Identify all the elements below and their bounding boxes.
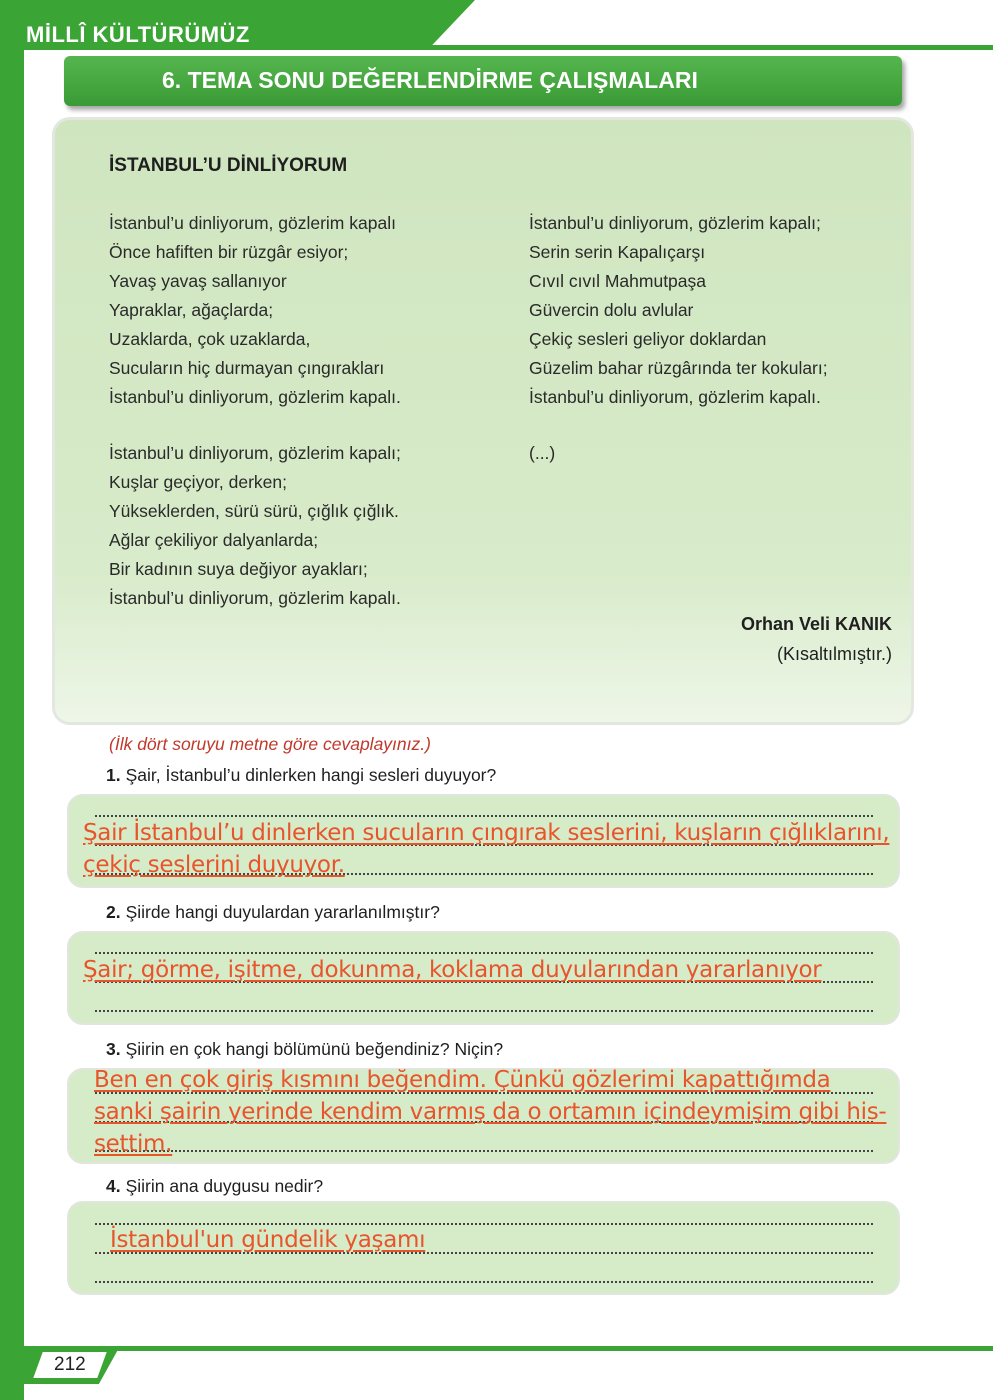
question-3 bbox=[106, 1039, 503, 1060]
poem-title: İSTANBUL’U DİNLİYORUM bbox=[109, 155, 348, 176]
question-number: 4. bbox=[106, 1176, 121, 1196]
instruction: (İlk dört soruyu metne göre cevaplayınız.) bbox=[109, 734, 431, 754]
question-number: 1. bbox=[106, 765, 121, 785]
page-number: 212 bbox=[54, 1354, 86, 1375]
poem-line: Önce hafiften bir rüzgâr esiyor; bbox=[109, 242, 349, 262]
poem-line: İstanbul’u dinliyorum, gözlerim kapalı; bbox=[109, 443, 401, 463]
poem-line: Bir kadının suya değiyor ayakları; bbox=[109, 559, 368, 579]
footer-rule bbox=[24, 1346, 993, 1351]
poem-ellipsis bbox=[529, 439, 555, 468]
handwritten-answer: settim. bbox=[94, 1131, 173, 1157]
question-4 bbox=[106, 1176, 323, 1197]
question-text: Şiirin en çok hangi bölümünü beğendiniz? Niçin? bbox=[125, 1039, 504, 1059]
poem-author: Orhan Veli KANIK bbox=[740, 614, 892, 634]
stanza-2 bbox=[109, 439, 401, 613]
stanza-3 bbox=[529, 209, 828, 412]
left-green-bar bbox=[0, 0, 24, 1400]
poem-line: İstanbul’u dinliyorum, gözlerim kapalı bbox=[109, 213, 396, 233]
question-2 bbox=[106, 902, 440, 923]
poem-line: İstanbul’u dinliyorum, gözlerim kapalı. bbox=[529, 387, 821, 407]
question-number: 2. bbox=[106, 902, 121, 922]
poem-line: İstanbul’u dinliyorum, gözlerim kapalı; bbox=[529, 213, 821, 233]
poem-line: İstanbul’u dinliyorum, gözlerim kapalı. bbox=[109, 588, 401, 608]
handwritten-answer: çekiç seslerini duyuyor. bbox=[83, 852, 345, 878]
handwritten-answer: sanki şairin yerinde kendim varmış da o ortamın içindeymişim gibi his- bbox=[94, 1099, 887, 1125]
answer-line bbox=[95, 952, 873, 954]
question-text: Şiirin ana duygusu nedir? bbox=[125, 1176, 324, 1196]
book-title: MİLLÎ KÜLTÜRÜMÜZ bbox=[26, 22, 250, 47]
page-number-box bbox=[33, 1352, 106, 1378]
poem-line: Yükseklerden, sürü sürü, çığlık çığlık. bbox=[109, 501, 399, 521]
answer-line bbox=[95, 815, 873, 817]
theme-banner bbox=[64, 56, 902, 106]
poem-line: Sucuların hiç durmayan çıngırakları bbox=[109, 358, 385, 378]
answer-line bbox=[95, 1010, 873, 1012]
question-number: 3. bbox=[106, 1039, 121, 1059]
theme-title: 6. TEMA SONU DEĞERLENDİRME ÇALIŞMALARI bbox=[162, 67, 698, 93]
header-rule bbox=[420, 45, 993, 50]
question-1 bbox=[106, 765, 496, 786]
poem-line: Yapraklar, ağaçlarda; bbox=[109, 300, 274, 320]
handwritten-answer: Şair İstanbul’u dinlerken sucuların çıngırak seslerini, kuşların çığlıklarını, bbox=[83, 820, 890, 846]
ellipsis-text: (...) bbox=[529, 443, 556, 463]
poem-line: Çekiç sesleri geliyor doklardan bbox=[529, 329, 767, 349]
handwritten-answer: Ben en çok giriş kısmını beğendim. Çünkü gözlerimi kapattığımda bbox=[94, 1067, 831, 1093]
poem-line: İstanbul’u dinliyorum, gözlerim kapalı. bbox=[109, 387, 401, 407]
question-text: Şair, İstanbul’u dinlerken hangi sesleri duyuyor? bbox=[125, 765, 497, 785]
handwritten-answer: Şair; görme, işitme, dokunma, koklama duyularından yararlanıyor bbox=[83, 957, 822, 983]
answer-line bbox=[95, 1150, 873, 1152]
poem-line: Kuşlar geçiyor, derken; bbox=[109, 472, 288, 492]
poem-line: Uzaklarda, çok uzaklarda, bbox=[109, 329, 311, 349]
stanza-1 bbox=[109, 209, 401, 412]
poem-line: Ağlar çekiliyor dalyanlarda; bbox=[109, 530, 319, 550]
handwritten-answer: İstanbul'un gündelik yaşamı bbox=[110, 1227, 426, 1253]
answer-line bbox=[95, 1281, 873, 1283]
poem-line: Cıvıl cıvıl Mahmutpaşa bbox=[529, 271, 706, 291]
question-text: Şiirde hangi duyulardan yararlanılmıştır? bbox=[125, 902, 440, 922]
poem-line: Serin serin Kapalıçarşı bbox=[529, 242, 706, 262]
poem-line: Yavaş yavaş sallanıyor bbox=[109, 271, 287, 291]
answer-line bbox=[95, 1223, 873, 1225]
poem-note: (Kısaltılmıştır.) bbox=[776, 644, 892, 664]
poem-line: Güzelim bahar rüzgârında ter kokuları; bbox=[529, 358, 828, 378]
poem-line: Güvercin dolu avlular bbox=[529, 300, 694, 320]
